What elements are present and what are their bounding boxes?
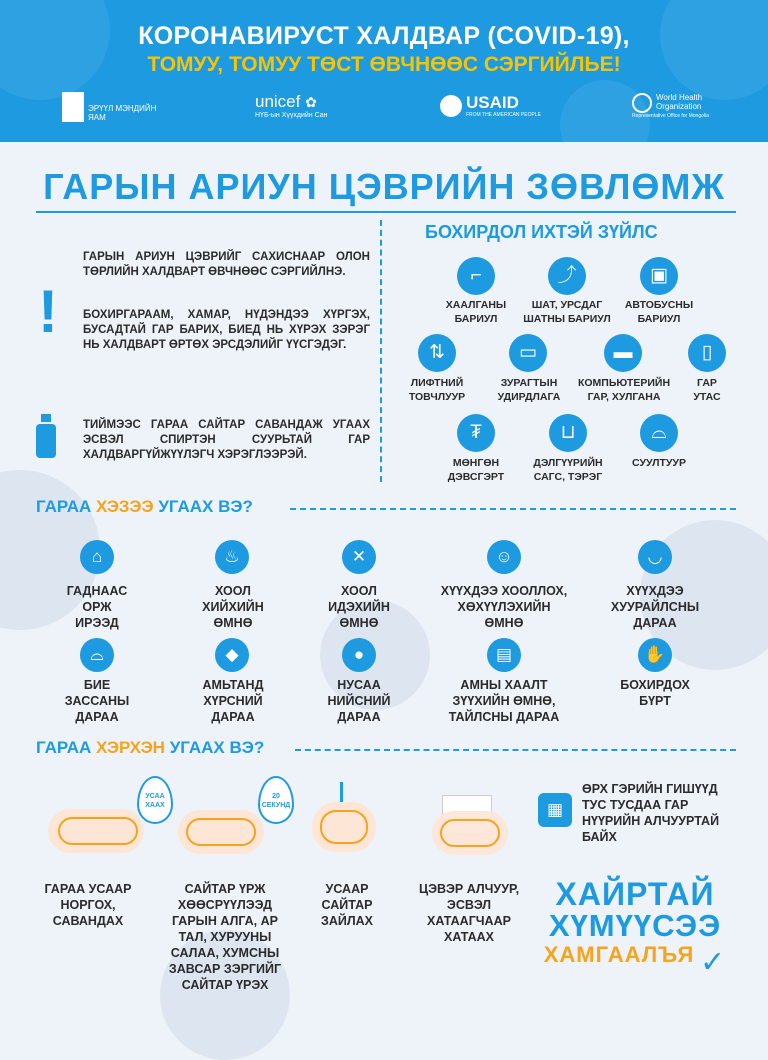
dirty-item-label: МӨНГӨН ДЭВСГЭРТ [447, 457, 505, 483]
hands-scrubbing-illustration [178, 800, 268, 865]
globe-icon: ✿ [305, 94, 317, 110]
door-entry-icon: ⌂ [80, 540, 114, 574]
emblem-icon [62, 92, 84, 122]
cat-icon: ◆ [215, 638, 249, 672]
dirty-item-label: ШАТ, УРСДАГ ШАТНЫ БАРИУЛ [523, 299, 611, 325]
checkmark-icon: ✓ [700, 946, 726, 979]
dirty-item-label: ЛИФТНИЙ ТОВЧЛУУР [408, 377, 466, 403]
when-item-label: ХҮҮХДЭЭ ХООЛЛОХ, ХӨХҮҮЛЭХИЙН ӨМНӨ [440, 584, 568, 630]
dirty-items-title: БОХИРДОЛ ИХТЭЙ ЗҮЙЛС [425, 222, 658, 242]
who-globe-icon [632, 93, 652, 113]
how-divider [295, 749, 736, 751]
when-item-label: БОХИРДОХ БҮРТ [620, 678, 690, 708]
hands-drying-illustration [432, 795, 512, 860]
exclamation-icon: ! [38, 278, 58, 345]
dirty-hand-icon: ✋ [638, 638, 672, 672]
when-title: ГАРАА ХЭЗЭЭ УГААХ ВЭ? [36, 497, 253, 516]
how-title: ГАРАА ХЭРХЭН УГААХ ВЭ? [36, 738, 265, 757]
when-item-label: НУСАА НИЙСНИЙ ДАРАА [327, 678, 391, 724]
dirty-item-label: ГАР УТАС [693, 377, 721, 403]
when-item-label: ХҮҮХДЭЭ ХУУРАЙЛСНЫ ДАРАА [610, 584, 700, 630]
dirty-item-label: ЗУРАГТЫН УДИРДЛАГА [497, 377, 561, 403]
face-mask-icon: ▤ [487, 638, 521, 672]
unicef-logo: unicef ✿ НҮБ-ын Хүүхдийн Сан [255, 92, 328, 119]
toilet-icon: ⌓ [80, 638, 114, 672]
usaid-seal-icon [440, 95, 462, 117]
diaper-icon: ◡ [638, 540, 672, 574]
how-step-label: УСААР САЙТАР ЗАЙЛАХ [321, 882, 373, 928]
sanitizer-icon [36, 414, 60, 460]
who-logo: World Health Organization Representative Office for Mongolia [632, 93, 709, 119]
towel-advice: ӨРХ ГЭРИЙН ГИШҮҮД ТУС ТУСДАА ГАР НҮҮРИЙН АЛЧУУРТАЙ БАЙХ [582, 782, 720, 844]
tv-remote-icon: ▭ [509, 334, 547, 372]
page-title: ГАРЫН АРИУН ЦЭВРИЙН ЗӨВЛӨМЖ [43, 166, 725, 207]
slogan-line3: ХАМГААЛЪЯ [543, 942, 695, 967]
when-item-label: АМНЫ ХААЛТ ЗҮҮХИЙН ӨМНӨ, ТАЙЛСНЫ ДАРАА [448, 678, 560, 724]
title-underline [36, 211, 736, 213]
slogan-line1: ХАЙРТАЙ [555, 876, 715, 912]
intro-paragraph-2: БОХИРГАРААМ, ХАМАР, НҮДЭНДЭЭ ХҮРГЭХ, БУСАДТАЙ ГАР БАРИХ, БИЕД НЬ ХҮРЭХ ЗЭРЭГ НЬ ХАЛДВАРТ ӨРТӨХ ЭРСДЭЛИЙГ ҮҮСГЭДЭГ. [83, 309, 370, 351]
water-drop-badge: УСАА ХААХ [137, 776, 173, 824]
shopping-basket-icon: ⊔ [549, 414, 587, 452]
bus-icon: ▣ [640, 257, 678, 295]
when-divider [290, 508, 736, 510]
how-step-label: ЦЭВЭР АЛЧУУР, ЭСВЭЛ ХАТААГЧААР ХАТААХ [418, 882, 520, 944]
banner-title-line2: ТОМУУ, ТОМУУ ТӨСТ ӨВЧНӨӨС СЭРГИЙЛЬЕ! [147, 53, 621, 76]
nose-icon: ● [342, 638, 376, 672]
dirty-item-label: ХААЛГАНЫ БАРИУЛ [445, 299, 507, 325]
usaid-logo: USAID FROM THE AMERICAN PEOPLE [440, 95, 560, 120]
banknote-icon: ₮ [457, 414, 495, 452]
when-item-label: ГАДНААС ОРЖ ИРЭЭД [66, 584, 128, 630]
door-handle-icon: ⌐ [457, 257, 495, 295]
cooking-pot-icon: ♨ [215, 540, 249, 574]
phone-icon: ▯ [688, 334, 726, 372]
computer-icon: ▬ [604, 334, 642, 372]
when-item-label: БИЕ ЗАССАНЫ ДАРАА [64, 678, 130, 724]
hands-rinsing-illustration [312, 782, 382, 862]
escalator-icon: ⤴ [548, 257, 586, 295]
when-item-label: ХООЛ ХИЙХИЙН ӨМНӨ [202, 584, 264, 630]
column-divider [380, 220, 382, 482]
timer-drop-badge: 20 СЕКУНД [258, 776, 294, 824]
how-step-label: САЙТАР ҮРЖ ХӨӨСРҮҮЛЭЭД ГАРЫН АЛГА, АР ТАЛ, ХУРУУНЫ САЛАА, ХУМСНЫ ЗАВСАР ЗЭРГИЙГ САЙТАР ҮРЭХ [168, 882, 282, 992]
elevator-button-icon: ⇅ [418, 334, 456, 372]
dirty-item-label: ДЭЛГҮҮРИЙН САГС, ТЭРЭГ [533, 457, 603, 483]
ministry-logo: ЭРҮҮЛ МЭНДИЙН ЯАМ [62, 92, 172, 122]
banner-title-line1: КОРОНАВИРУСТ ХАЛДВАР (COVID-19), [138, 22, 630, 50]
intro-paragraph-1: ГАРЫН АРИУН ЦЭВРИЙГ САХИСНААР ОЛОН ТӨРЛИЙН ХАЛДВАРТ ӨВЧНӨӨС СЭРГИЙЛНЭ. [83, 251, 370, 278]
when-item-label: АМЬТАНД ХҮРСНИЙ ДАРАА [202, 678, 264, 724]
dirty-item-label: СУУЛТУУР [632, 457, 686, 469]
hands-wetting-illustration [48, 795, 148, 865]
header-banner [0, 0, 768, 142]
towel-icon: ▦ [538, 793, 572, 827]
fork-knife-icon: ✕ [342, 540, 376, 574]
intro-paragraph-3: ТИЙМЭЭС ГАРАА САЙТАР САВАНДАЖ УГААХ ЭСВЭЛ СПИРТЭН СУУРЬТАЙ ГАР ХАЛДВАРГҮЙЖҮҮЛЭГЧ ХЭРЭГЛЭЭРЭЙ. [83, 419, 370, 461]
how-step-label: ГАРАА УСААР НОРГОХ, САВАНДАХ [44, 882, 132, 928]
dirty-item-label: АВТОБУСНЫ БАРИУЛ [624, 299, 694, 325]
slogan-line2: ХҮМҮҮСЭЭ [548, 908, 722, 943]
baby-feeding-icon: ☺ [487, 540, 521, 574]
toilet-icon: ⌓ [640, 414, 678, 452]
dirty-item-label: КОМПЬЮТЕРИЙН ГАР, ХУЛГАНА [577, 377, 671, 403]
when-item-label: ХООЛ ИДЭХИЙН ӨМНӨ [328, 584, 390, 630]
